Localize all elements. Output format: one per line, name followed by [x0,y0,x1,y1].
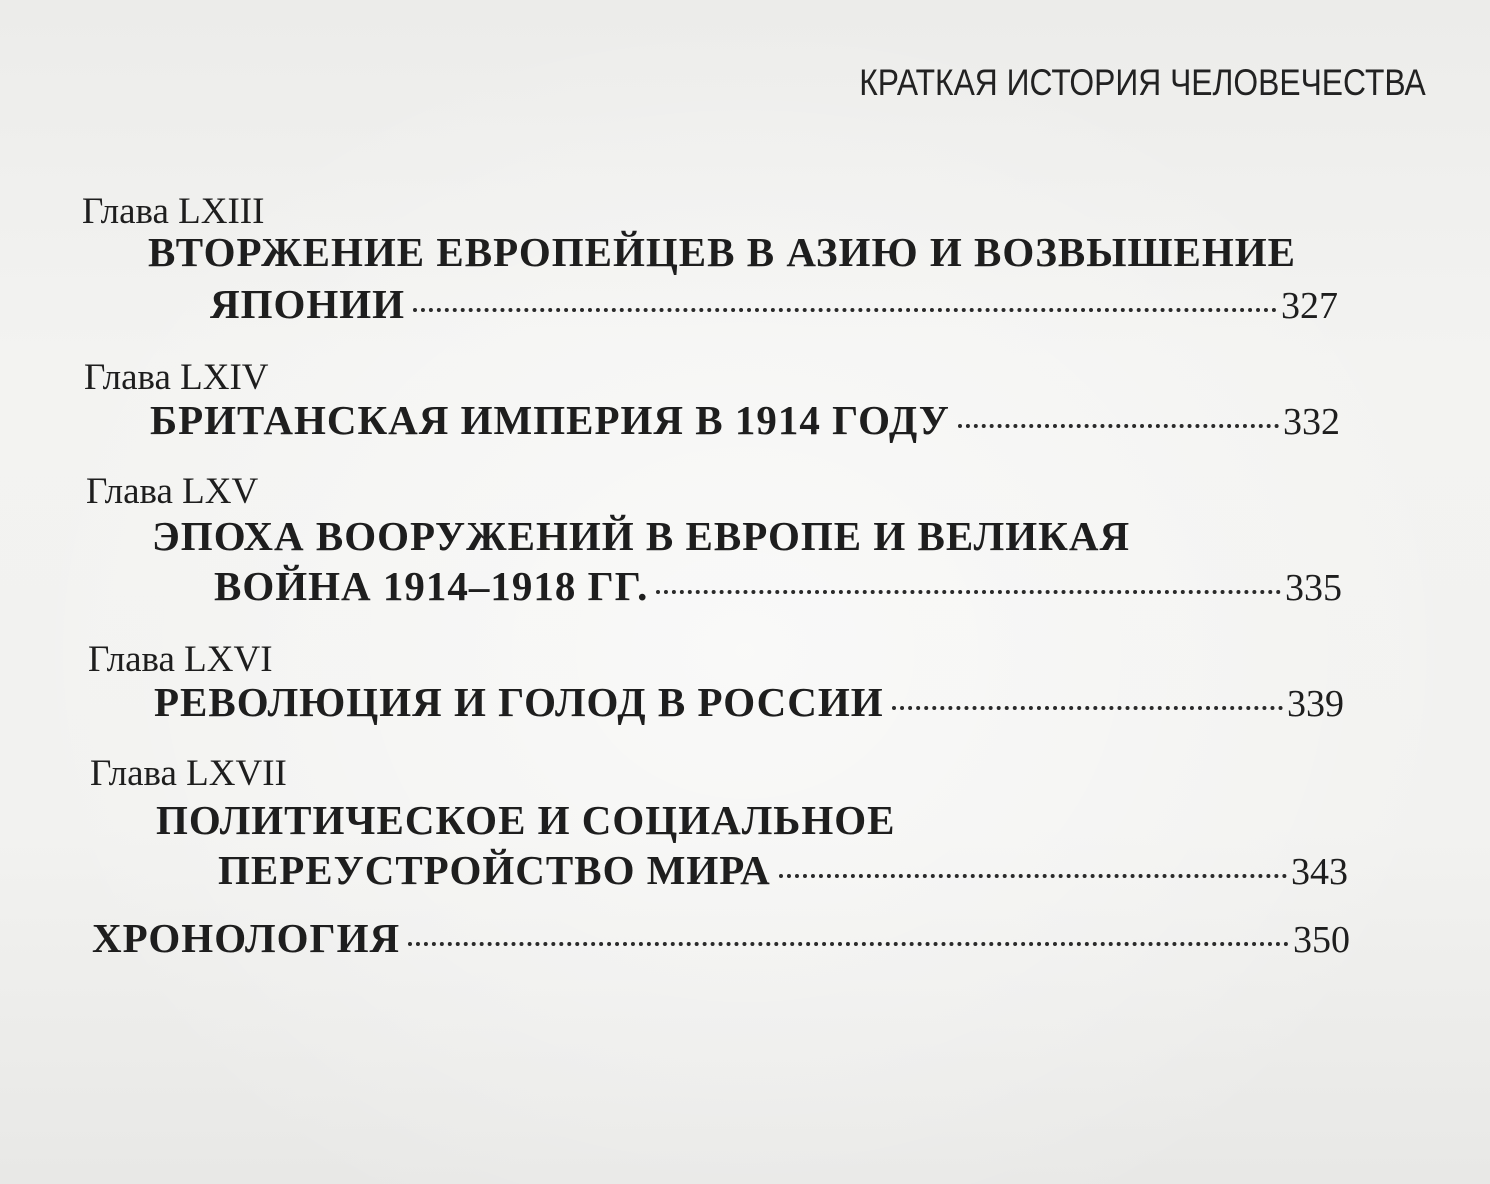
chapter-title: ВТОРЖЕНИЕ ЕВРОПЕЙЦЕВ В АЗИЮ И ВОЗВЫШЕНИЕ [148,229,1296,275]
toc-entry-line[interactable] [214,562,1342,610]
leader-dots [892,706,1283,710]
chapter-label: Глава LXVI [88,639,273,680]
page-number: 332 [1283,401,1340,443]
chapter-title: БРИТАНСКАЯ ИМПЕРИЯ В 1914 ГОДУ [150,397,950,443]
leader-dots [958,424,1279,428]
chapter-title: ЯПОНИИ [210,281,406,327]
page-number: 350 [1293,919,1350,961]
leader-dots [413,308,1277,312]
chapter-label: Глава LXV [86,471,259,512]
leader-dots [408,942,1289,946]
chapter-label: Глава LXVII [90,753,287,794]
chapter-title: ПЕРЕУСТРОЙСТВО МИРА [218,847,771,893]
toc-entry-line[interactable] [154,678,1344,726]
chapter-title: ВОЙНА 1914–1918 ГГ. [214,563,649,609]
chapter-label: Глава LXIV [84,357,269,398]
toc-entry-line[interactable] [210,280,1338,328]
chapter-label: Глава LXIII [82,191,265,232]
running-head: КРАТКАЯ ИСТОРИЯ ЧЕЛОВЕЧЕСТВА [859,62,1426,103]
leader-dots [779,874,1287,878]
page-number: 343 [1291,851,1348,893]
leader-dots [656,590,1281,594]
toc-entry-line[interactable] [150,396,1340,444]
chronology-title: ХРОНОЛОГИЯ [92,915,401,961]
page-number: 327 [1281,285,1338,327]
chapter-title: РЕВОЛЮЦИЯ И ГОЛОД В РОССИИ [154,679,884,725]
toc-entry-line[interactable] [92,914,1350,962]
chapter-title: ПОЛИТИЧЕСКОЕ И СОЦИАЛЬНОЕ [156,797,896,843]
chapter-title: ЭПОХА ВООРУЖЕНИЙ В ЕВРОПЕ И ВЕЛИКАЯ [152,513,1131,559]
page-number: 335 [1285,567,1342,609]
page-number: 339 [1287,683,1344,725]
toc-entry-line[interactable] [218,846,1348,894]
